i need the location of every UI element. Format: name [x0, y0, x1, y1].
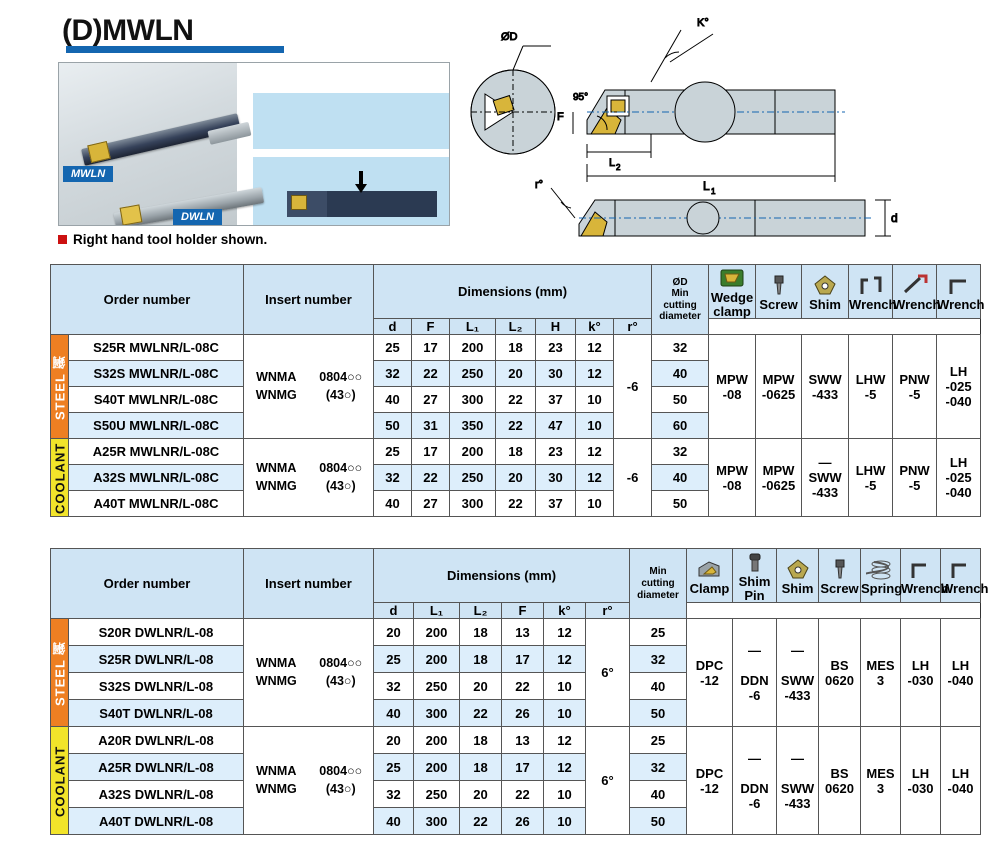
cell-k: 12 [576, 465, 614, 491]
svg-text:2: 2 [616, 163, 621, 172]
technical-drawings [455, 12, 995, 242]
insert-number-coolant-1: WNMA WNMG 0804○○ (43○) [244, 439, 374, 517]
cell-f: 27 [412, 491, 450, 517]
cell-f: 17 [502, 754, 544, 781]
cell-l1: 350 [450, 413, 496, 439]
tool-shimpin-steel: — DDN -6 [733, 619, 777, 727]
cell-l2: 22 [496, 387, 536, 413]
wedge-clamp-icon [709, 265, 755, 291]
table-row-order: A40T MWLNR/L-08C [69, 491, 244, 517]
cell-f: 22 [502, 673, 544, 700]
tool-wrench1-steel: LHW -5 [849, 335, 893, 439]
cell-k: 10 [576, 413, 614, 439]
tool-spring-steel: MES 3 [861, 619, 901, 727]
photo-white-top [237, 63, 449, 93]
cell-dia: 40 [630, 781, 687, 808]
cell-l2: 18 [496, 335, 536, 361]
cell-d: 32 [374, 361, 412, 387]
cell-f: 22 [412, 361, 450, 387]
cell-h: 37 [536, 491, 576, 517]
cell-f: 22 [502, 781, 544, 808]
cell-l2: 20 [496, 361, 536, 387]
cell-dia: 32 [652, 439, 709, 465]
cell-k: 12 [544, 754, 586, 781]
th-order-number: Order number [51, 265, 244, 335]
svg-text:F: F [557, 111, 564, 123]
tool-wrench2-steel: PNW -5 [893, 335, 937, 439]
cell-l2: 22 [460, 808, 502, 835]
tool-wedge-coolant: MPW -08 [709, 439, 756, 517]
tool-wrench2-coolant: LH -040 [941, 727, 981, 835]
table-row-order: S25R MWLNR/L-08C [69, 335, 244, 361]
cell-d: 25 [374, 646, 414, 673]
cell-l1: 250 [414, 781, 460, 808]
tool-wrench1-coolant: LH -030 [901, 727, 941, 835]
cell-l1: 250 [450, 465, 496, 491]
band-coolant-2: COOLANT [51, 727, 69, 835]
cell-f: 22 [412, 465, 450, 491]
cell-h: 23 [536, 335, 576, 361]
cell-l2: 20 [460, 781, 502, 808]
cell-l2: 18 [460, 727, 502, 754]
table-row-order: A25R DWLNR/L-08 [69, 754, 244, 781]
tool-screw-steel: BS 0620 [819, 619, 861, 727]
th-k: k° [576, 319, 614, 335]
cell-d: 40 [374, 808, 414, 835]
svg-text:L: L [703, 179, 710, 193]
cell-f: 26 [502, 700, 544, 727]
cell-k: 12 [544, 619, 586, 646]
table-row-order: S50U MWLNR/L-08C [69, 413, 244, 439]
th-L2: L₂ [496, 319, 536, 335]
cell-k: 10 [544, 700, 586, 727]
cell-k: 12 [576, 361, 614, 387]
svg-text:ØD: ØD [501, 31, 518, 43]
cell-d: 32 [374, 781, 414, 808]
th-d: d [374, 319, 412, 335]
th-wrench-icon-1: Wrench [849, 265, 893, 319]
tool-screw-steel: MPW -0625 [756, 335, 802, 439]
wrench-icon [849, 272, 892, 298]
cell-k: 10 [544, 808, 586, 835]
clamp-icon [687, 556, 732, 582]
cell-f: 17 [502, 646, 544, 673]
tool-wedge-steel: MPW -08 [709, 335, 756, 439]
cell-l2: 22 [496, 413, 536, 439]
red-square-icon [58, 235, 67, 244]
th-r: r° [614, 319, 652, 335]
th2-shim-pin-icon: Shim Pin [733, 549, 777, 603]
cell-dia: 60 [652, 413, 709, 439]
cell-dia: 25 [630, 727, 687, 754]
mwln-table [50, 264, 985, 517]
cell-h: 30 [536, 465, 576, 491]
cell-d: 25 [374, 754, 414, 781]
svg-text:K°: K° [697, 17, 709, 29]
cell-d: 25 [374, 335, 412, 361]
cell-k: 12 [576, 439, 614, 465]
tool-shim-steel: — SWW -433 [777, 619, 819, 727]
table-row-order: A32S MWLNR/L-08C [69, 465, 244, 491]
cell-dia: 32 [630, 646, 687, 673]
th-min-cutting-diameter: ØD Min cutting diameter [652, 265, 709, 335]
th-insert-number: Insert number [244, 265, 374, 335]
th-screw-icon: Screw [756, 265, 802, 319]
tool-clamp-coolant: DPC -12 [687, 727, 733, 835]
cell-k: 12 [576, 335, 614, 361]
tool-shim-coolant: — SWW -433 [802, 439, 849, 517]
tool-wrench1-coolant: LHW -5 [849, 439, 893, 517]
cell-dia: 25 [630, 619, 687, 646]
svg-text:L: L [609, 157, 616, 169]
tool-spring-coolant: MES 3 [861, 727, 901, 835]
cell-h: 23 [536, 439, 576, 465]
illustration-holder-insert [291, 195, 307, 210]
torx-wrench-icon [893, 272, 936, 298]
page-title: (D)MWLN [62, 14, 194, 47]
tool-shim-steel: SWW -433 [802, 335, 849, 439]
shim-icon [802, 272, 848, 298]
cell-d: 32 [374, 673, 414, 700]
cell-l2: 22 [496, 491, 536, 517]
cell-k: 10 [544, 781, 586, 808]
svg-text:r°: r° [535, 179, 544, 191]
th-hex-wrench-icon: Wrench [937, 265, 981, 319]
th2-F: F [502, 603, 544, 619]
tool-wrench2-coolant: PNW -5 [893, 439, 937, 517]
tool-wrench2-steel: LH -040 [941, 619, 981, 727]
table-row-order: S32S DWLNR/L-08 [69, 673, 244, 700]
cell-l2: 18 [496, 439, 536, 465]
svg-text:d: d [891, 211, 898, 225]
tool-wrench1-steel: LH -030 [901, 619, 941, 727]
cell-dia: 32 [652, 335, 709, 361]
th-wedge-clamp-icon: Wedge clamp [709, 265, 756, 319]
band-steel-2: STEEL 鋼 [51, 619, 69, 727]
cell-d: 25 [374, 439, 412, 465]
cell-f: 27 [412, 387, 450, 413]
cell-l1: 300 [414, 700, 460, 727]
table-row-order: A32S DWLNR/L-08 [69, 781, 244, 808]
cell-dia: 50 [652, 491, 709, 517]
cell-d: 40 [374, 387, 412, 413]
cell-dia: 50 [652, 387, 709, 413]
th2-shim-icon: Shim [777, 549, 819, 603]
th-dimensions: Dimensions (mm) [374, 265, 652, 319]
spring-icon [861, 556, 900, 582]
cell-r-coolant: 6° [586, 727, 630, 835]
th2-min-cutting-diameter: Min cutting diameter [630, 549, 687, 619]
tool-shimpin-coolant: — DDN -6 [733, 727, 777, 835]
wrench-icon [901, 556, 940, 582]
cell-dia: 40 [630, 673, 687, 700]
insert-number-steel-2: WNMA WNMG 0804○○ (43○) [244, 619, 374, 727]
cell-d: 32 [374, 465, 412, 491]
cell-d: 20 [374, 619, 414, 646]
shim-icon [777, 556, 818, 582]
cell-l1: 200 [414, 646, 460, 673]
tool-shim-coolant: — SWW -433 [777, 727, 819, 835]
cell-l1: 300 [450, 491, 496, 517]
svg-text:1: 1 [711, 187, 716, 196]
cell-l1: 300 [414, 808, 460, 835]
insert-number-coolant-2: WNMA WNMG 0804○○ (43○) [244, 727, 374, 835]
cell-l2: 18 [460, 619, 502, 646]
th2-L1: L₁ [414, 603, 460, 619]
cell-d: 50 [374, 413, 412, 439]
th2-insert-number: Insert number [244, 549, 374, 619]
cell-l2: 20 [460, 673, 502, 700]
label-dwln: DWLN [173, 209, 222, 225]
cell-l1: 300 [450, 387, 496, 413]
cell-l2: 18 [460, 754, 502, 781]
table-row-order: A25R MWLNR/L-08C [69, 439, 244, 465]
cell-f: 26 [502, 808, 544, 835]
cell-k: 12 [544, 646, 586, 673]
cell-k: 10 [576, 491, 614, 517]
th2-order-number: Order number [51, 549, 244, 619]
dwln-table [50, 548, 989, 835]
th2-dimensions: Dimensions (mm) [374, 549, 630, 603]
cell-k: 12 [544, 727, 586, 754]
band-coolant-1: COOLANT [51, 439, 69, 517]
hand-note-text: Right hand tool holder shown. [73, 232, 268, 247]
table-row-order: S40T DWLNR/L-08 [69, 700, 244, 727]
cell-dia: 50 [630, 808, 687, 835]
th-shim-icon: Shim [802, 265, 849, 319]
th2-k: k° [544, 603, 586, 619]
th-torx-wrench-icon: Wrench [893, 265, 937, 319]
cell-l1: 200 [450, 439, 496, 465]
table-row-order: S25R DWLNR/L-08 [69, 646, 244, 673]
table-row-order: S20R DWLNR/L-08 [69, 619, 244, 646]
cell-h: 37 [536, 387, 576, 413]
cell-l1: 250 [450, 361, 496, 387]
cell-l1: 200 [414, 754, 460, 781]
cell-r-coolant: -6 [614, 439, 652, 517]
cell-l1: 200 [414, 619, 460, 646]
cell-f: 31 [412, 413, 450, 439]
cell-f: 17 [412, 439, 450, 465]
cell-h: 30 [536, 361, 576, 387]
label-mwln: MWLN [63, 166, 113, 182]
hand-note [58, 232, 267, 247]
cell-f: 17 [412, 335, 450, 361]
cell-l2: 22 [460, 700, 502, 727]
cell-d: 40 [374, 700, 414, 727]
page-title-block [62, 14, 342, 53]
cell-l2: 20 [496, 465, 536, 491]
cell-dia: 50 [630, 700, 687, 727]
cell-l1: 200 [414, 727, 460, 754]
th2-clamp-icon: Clamp [687, 549, 733, 603]
tool-clamp-steel: DPC -12 [687, 619, 733, 727]
cell-h: 47 [536, 413, 576, 439]
th2-wrench-icon: Wrench [901, 549, 941, 603]
cell-f: 13 [502, 619, 544, 646]
screw-icon [819, 556, 860, 582]
th2-screw-icon: Screw [819, 549, 861, 603]
cell-k: 10 [544, 673, 586, 700]
cell-r-steel: -6 [614, 335, 652, 439]
cell-k: 10 [576, 387, 614, 413]
tool-screw-coolant: BS 0620 [819, 727, 861, 835]
table-row-order: A40T DWLNR/L-08 [69, 808, 244, 835]
tool-wrench3-steel: LH -025 -040 [937, 335, 981, 439]
shim-pin-icon [733, 549, 776, 575]
tool-wrench3-coolant: LH -025 -040 [937, 439, 981, 517]
dwln-insert-icon [120, 204, 143, 225]
screw-icon [756, 272, 801, 298]
th2-L2: L₂ [460, 603, 502, 619]
svg-text:95°: 95° [573, 92, 589, 103]
table-row-order: S40T MWLNR/L-08C [69, 387, 244, 413]
table-row-order: A20R DWLNR/L-08 [69, 727, 244, 754]
cell-l1: 250 [414, 673, 460, 700]
hex-wrench-icon [941, 556, 980, 582]
cell-d: 20 [374, 727, 414, 754]
th-F: F [412, 319, 450, 335]
insert-number-steel-1: WNMA WNMG 0804○○ (43○) [244, 335, 374, 439]
cell-d: 40 [374, 491, 412, 517]
cell-dia: 40 [652, 465, 709, 491]
product-photo [58, 62, 450, 226]
cell-l2: 18 [460, 646, 502, 673]
th2-d: d [374, 603, 414, 619]
cell-dia: 32 [630, 754, 687, 781]
band-steel-1: STEEL 鋼 [51, 335, 69, 439]
cell-f: 13 [502, 727, 544, 754]
th-H: H [536, 319, 576, 335]
th2-spring-icon: Spring [861, 549, 901, 603]
cell-dia: 40 [652, 361, 709, 387]
table-row-order: S32S MWLNR/L-08C [69, 361, 244, 387]
th-L1: L₁ [450, 319, 496, 335]
th2-hex-wrench-icon: Wrench [941, 549, 981, 603]
hex-wrench-icon [937, 272, 980, 298]
cell-r-steel: 6° [586, 619, 630, 727]
tool-screw-coolant: MPW -0625 [756, 439, 802, 517]
photo-white-mid [237, 149, 449, 157]
cell-l1: 200 [450, 335, 496, 361]
th2-r: r° [586, 603, 630, 619]
